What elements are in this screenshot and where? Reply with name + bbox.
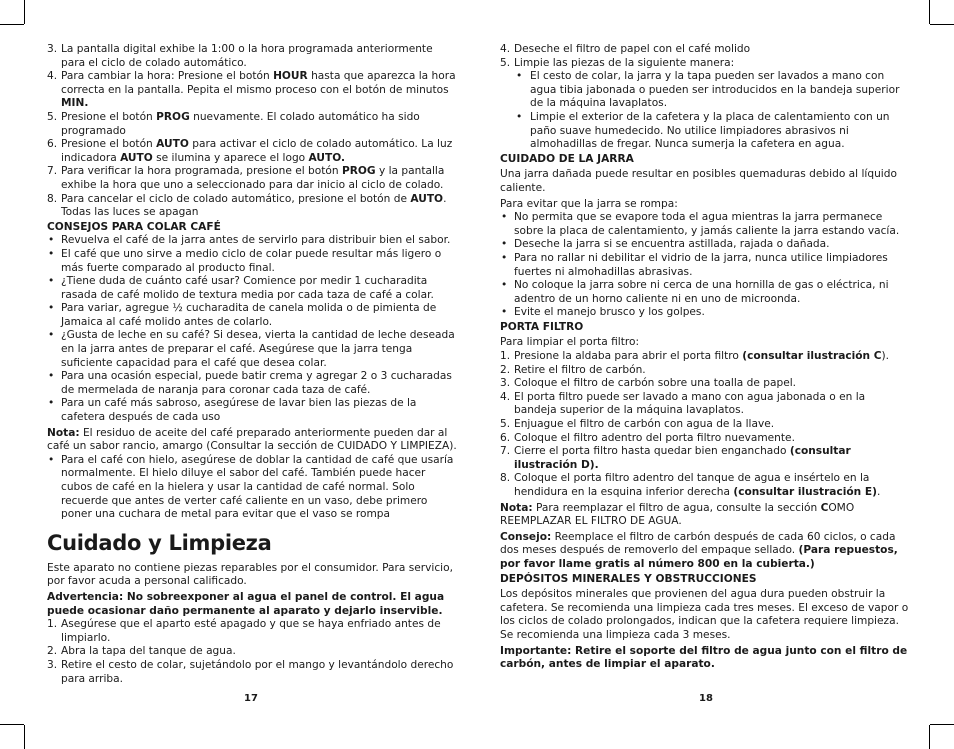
- text-run: Para variar, agregue ½ cucharadita de canela molida o de pimienta de Jamaica al café molido antes de colarlo.: [61, 302, 437, 328]
- text-run: No permita que se evapore toda el agua mientras la jarra permanece sobre la placa de calentamiento, y jamás caliente la jarra estando vacía.: [514, 211, 900, 237]
- text-run: El porta filtro puede ser lavado a mano con agua jabonada o en la bandeja superior de la máquina lavaplatos.: [514, 390, 866, 417]
- item-text: [514, 432, 910, 446]
- text-run: DEPÓSITOS MINERALES Y OBSTRUCCIONES: [500, 572, 757, 585]
- numbered-item: [500, 350, 910, 364]
- text-run: El café que uno sirve a medio ciclo de colar puede resultar más ligero o más fuerte comparado al producto final.: [61, 247, 442, 274]
- item-text: [514, 252, 910, 279]
- text-run: Evite el manejo brusco y los golpes.: [514, 306, 705, 319]
- bullet-icon: •: [501, 279, 508, 292]
- text-run: Limpie las piezas de la siguiente manera:: [514, 56, 735, 69]
- item-number: 3.: [500, 377, 511, 390]
- item-number: 5.: [500, 418, 511, 431]
- sub-bullet-item: [500, 70, 910, 111]
- item-text: [61, 454, 457, 522]
- item-text: [514, 211, 910, 238]
- item-number: 7.: [500, 445, 511, 458]
- item-text: [61, 111, 457, 138]
- text-run: Advertencia: No sobreexponer al agua el panel de control. El agua puede ocasionar daño permanente al aparato y dejarlo inservible.: [47, 590, 445, 617]
- text-run: PROG: [341, 165, 376, 178]
- numbered-item: [500, 364, 910, 378]
- crop-mark: [0, 24, 24, 25]
- text-run: Asegúrese que el aparto esté apagado y que se haya enfriado antes de limpiarlo.: [61, 618, 441, 644]
- numbered-item: [47, 43, 457, 70]
- crop-mark: [929, 725, 930, 749]
- numbered-item: [47, 193, 457, 220]
- item-text: [514, 418, 910, 432]
- text-run: Para el café con hielo, asegúrese de doblar la cantidad de café que usaría normalmente. El hielo diluye el sabor del café. También puede hacer cubos de café en la hielera y usar la cantidad de café normal. Solo recuerde que antes de verter café caliente en un vaso, debe primero poner una cuchara de metal para evitar que el vaso se rompa: [61, 453, 454, 521]
- text-run: Coloque el filtro de carbón sobre una toalla de papel.: [514, 377, 797, 390]
- text-run: Revuelva el café de la jarra antes de servirlo para distribuir bien el sabor.: [61, 234, 451, 247]
- bullet-item: [47, 275, 457, 302]
- paragraph: [500, 198, 910, 212]
- item-text: [61, 618, 457, 645]
- text-run: (Para repuestos, por favor llame gratis al número 800 en la cubierta.): [500, 544, 898, 570]
- text-run: Presione el botón: [61, 110, 157, 123]
- text-run: HOUR: [273, 70, 308, 83]
- bullet-item: [500, 211, 910, 238]
- numbered-item: [500, 391, 910, 418]
- text-run: Para cambiar la hora: Presione el botón: [61, 70, 274, 83]
- text-run: Limpie el exterior de la cafetera y la placa de calentamiento con un paño suave humedecido. No utilice limpiadores abrasivos ni almohadillas de fregar. Nunca sumerja la cafetera en agua.: [530, 110, 890, 151]
- text-run: AUTO.: [308, 151, 346, 164]
- text-run: El cesto de colar, la jarra y la tapa pueden ser lavados a mano con agua tibia jabonada o pueden ser introducidos en la bandeja superior de la máquina lavaplatos.: [530, 70, 900, 110]
- item-text: [61, 165, 457, 192]
- text-run: (consultar ilustración D).: [514, 445, 851, 471]
- page-number-right: 18: [699, 693, 713, 704]
- text-run: C: [820, 501, 829, 514]
- crop-mark: [930, 724, 954, 725]
- paragraph: [500, 168, 910, 195]
- bullet-icon: •: [48, 329, 55, 342]
- numbered-item: [500, 377, 910, 391]
- text-run: y la pantalla exhibe la hora que uno a seleccionado para dar inicio al ciclo de colado.: [61, 165, 445, 191]
- text-run: Este aparato no contiene piezas reparables por el consumidor. Para servicio, por favor acuda a personal calificado.: [47, 561, 453, 588]
- numbered-item: [500, 57, 910, 71]
- paragraph: [500, 502, 910, 529]
- text-run: se ilumina y aparece el logo: [152, 151, 309, 164]
- item-text: [514, 238, 910, 252]
- item-text: [514, 57, 910, 71]
- right-page-column: [500, 43, 910, 672]
- text-run: Cierre el porta filtro hasta quedar bien enganchado: [514, 445, 790, 458]
- item-text: [61, 138, 457, 165]
- text-run: Presione el botón: [61, 138, 157, 151]
- text-run: hasta que aparezca la hora correcta en la pantalla. Pepita el mismo proceso con el botón de minutos: [61, 70, 456, 96]
- bullet-icon: •: [48, 247, 55, 260]
- text-run: CONSEJOS PARA COLAR CAFÉ: [47, 220, 221, 233]
- item-text: [514, 391, 910, 418]
- item-number: 1.: [500, 350, 511, 363]
- bullet-item: [47, 329, 457, 370]
- sub-bullet-item: [500, 111, 910, 152]
- item-number: 5.: [47, 110, 58, 123]
- text-run: OMO REEMPLAZAR EL FILTRO DE AGUA.: [500, 501, 855, 528]
- text-run: Reemplace el filtro de carbón después de cada 60 ciclos, o cada dos meses después de removerlo del empaque sellado.: [500, 530, 896, 557]
- section-heading: [47, 221, 457, 235]
- section-heading: [500, 153, 910, 167]
- item-number: 5.: [500, 56, 511, 69]
- numbered-item: [47, 659, 457, 686]
- bullet-item: [47, 397, 457, 424]
- page-number-left: 17: [244, 693, 258, 704]
- text-run: Para reemplazar el filtro de agua, consulte la sección: [532, 501, 821, 514]
- text-run: Para un café más sabroso, asegúrese de lavar bien las piezas de la cafetera después de cada uso: [61, 397, 417, 424]
- text-run: Cuidado y Limpieza: [47, 530, 272, 555]
- item-text: [61, 302, 457, 329]
- paragraph: [500, 531, 910, 572]
- bullet-item: [47, 454, 457, 522]
- text-run: Para no rallar ni debilitar el vidrio de la jarra, nunca utilice limpiadores fuertes ni almohadillas abrasivas.: [514, 251, 888, 278]
- item-number: 4.: [500, 390, 511, 403]
- text-run: Deseche el filtro de papel con el café molido: [514, 43, 751, 55]
- crop-mark: [24, 0, 25, 24]
- text-run: La pantalla digital exhibe la 1:00 o la hora programada anteriormente para el ciclo de colado automático.: [61, 43, 433, 69]
- text-run: . Todas las luces se apagan: [61, 192, 447, 219]
- text-run: Retire el filtro de carbón.: [514, 363, 646, 376]
- item-text: [514, 279, 910, 306]
- numbered-item: [500, 43, 910, 57]
- text-run: AUTO: [410, 192, 444, 205]
- crop-mark: [930, 24, 954, 25]
- text-run: Para evitar que la jarra se rompa:: [500, 197, 678, 210]
- section-heading: [500, 321, 910, 335]
- item-text: [61, 248, 457, 275]
- item-number: 7.: [47, 165, 58, 178]
- text-run: ¿Tiene duda de cuánto café usar? Comience por medir 1 cucharadita rasada de café molido de textura media por cada taza de café a colar.: [61, 275, 434, 301]
- paragraph: [500, 588, 910, 642]
- item-number: 1.: [47, 618, 58, 631]
- numbered-item: [500, 418, 910, 432]
- item-number: 4.: [47, 70, 58, 83]
- bullet-item: [47, 234, 457, 248]
- text-run: El residuo de aceite del café preparado anteriormente pueden dar al café un sabor rancio, amargo (Consultar la sección de CUIDADO Y LIMPIEZA).: [47, 426, 457, 453]
- paragraph: [47, 562, 457, 589]
- paragraph: [47, 427, 457, 454]
- item-text: [61, 193, 457, 220]
- text-run: Para una ocasión especial, puede batir crema y agregar 2 o 3 cucharadas de mermelada de naranja para coronar cada taza de café.: [61, 370, 452, 396]
- item-text: [61, 43, 457, 70]
- bullet-icon: •: [48, 302, 55, 315]
- bullet-item: [500, 252, 910, 279]
- numbered-item: [47, 138, 457, 165]
- item-text: [61, 275, 457, 302]
- text-run: Coloque el porta filtro adentro del tanque de agua e insértelo en la hendidura en la esquina inferior derecha: [514, 472, 870, 498]
- bullet-icon: •: [501, 251, 508, 264]
- item-text: [61, 397, 457, 424]
- text-run: AUTO: [120, 151, 153, 164]
- text-run: Presione la aldaba para abrir el porta filtro: [514, 350, 743, 363]
- paragraph: [500, 645, 910, 672]
- page-heading: [47, 530, 457, 556]
- text-run: Para limpiar el porta filtro:: [500, 336, 640, 349]
- text-run: PROG: [156, 110, 190, 123]
- item-number: 2.: [500, 363, 511, 376]
- item-number: 3.: [47, 658, 58, 671]
- left-page-column: [47, 43, 457, 686]
- crop-mark: [24, 725, 25, 749]
- text-run: nuevamente. El colado automático ha sido programado: [61, 110, 420, 137]
- bullet-icon: •: [48, 275, 55, 288]
- text-run: MIN.: [61, 97, 89, 110]
- item-text: [514, 364, 910, 378]
- bullet-item: [500, 279, 910, 306]
- bullet-icon: •: [516, 110, 523, 123]
- text-run: Coloque el filtro adentro del porta filtro nuevamente.: [514, 431, 795, 444]
- bullet-icon: •: [48, 453, 55, 466]
- item-number: 8.: [500, 472, 511, 485]
- numbered-item: [47, 645, 457, 659]
- text-run: Deseche la jarra si se encuentra astillada, rajada o dañada.: [514, 238, 830, 251]
- bullet-icon: •: [501, 238, 508, 251]
- text-run: Abra la tapa del tanque de agua.: [61, 645, 236, 658]
- item-text: [61, 370, 457, 397]
- text-run: ).: [881, 350, 890, 363]
- bullet-item: [47, 370, 457, 397]
- text-run: PORTA FILTRO: [500, 320, 584, 333]
- text-run: Para cancelar el ciclo de colado automático, presione el botón de: [61, 192, 411, 205]
- numbered-item: [500, 445, 910, 472]
- bullet-icon: •: [48, 370, 55, 383]
- numbered-item: [500, 472, 910, 499]
- text-run: Los depósitos minerales que provienen del agua dura pueden obstruir la cafetera. Se recomienda una limpieza cada tres meses. El exceso de vapor o los ciclos de colado prolongados, indican que la cafetera requiere limpieza. Se recomienda una limpieza cada 3 meses.: [500, 588, 909, 641]
- text-run: Nota:: [47, 426, 80, 439]
- item-number: 6.: [500, 431, 511, 444]
- item-text: [61, 329, 457, 370]
- item-text: [61, 70, 457, 111]
- item-text: [514, 306, 910, 320]
- bullet-item: [47, 248, 457, 275]
- bullet-item: [500, 306, 910, 320]
- section-heading: [500, 573, 910, 587]
- item-text: [61, 645, 457, 659]
- text-run: ¿Gusta de leche en su café? Si desea, vierta la cantidad de leche deseada en la jarra antes de preparar el café. Asegúrese que la jarra tenga suficiente capacidad para el café que desea colar.: [61, 329, 455, 369]
- numbered-item: [47, 111, 457, 138]
- numbered-item: [47, 165, 457, 192]
- bullet-icon: •: [501, 211, 508, 224]
- numbered-item: [47, 618, 457, 645]
- bullet-icon: •: [501, 306, 508, 319]
- text-run: Una jarra dañada puede resultar en posibles quemaduras debido al líquido caliente.: [500, 168, 897, 194]
- item-text: [514, 445, 910, 472]
- item-text: [61, 659, 457, 686]
- paragraph: [500, 336, 910, 350]
- item-text: [514, 43, 910, 57]
- text-run: Retire el cesto de colar, sujetándolo por el mango y levantándolo derecho para arriba.: [61, 658, 454, 685]
- item-text: [61, 234, 457, 248]
- text-run: (consultar ilustración C: [742, 350, 882, 363]
- item-number: 8.: [47, 192, 58, 205]
- item-text: [514, 350, 910, 364]
- text-run: .: [876, 486, 881, 498]
- bullet-icon: •: [48, 397, 55, 410]
- item-number: 4.: [500, 43, 511, 55]
- crop-mark: [0, 724, 24, 725]
- text-run: Importante: Retire el soporte del filtro de agua junto con el filtro de carbón, antes de limpiar el aparato.: [500, 644, 908, 671]
- numbered-item: [500, 432, 910, 446]
- crop-mark: [929, 0, 930, 24]
- item-text: [514, 472, 910, 499]
- text-run: Enjuague el filtro de carbón con agua de la llave.: [514, 418, 775, 431]
- bullet-item: [47, 302, 457, 329]
- text-run: para activar el ciclo de colado automático. La luz indicadora: [61, 138, 453, 164]
- item-number: 3.: [47, 43, 58, 55]
- item-text: [530, 70, 910, 111]
- item-number: 2.: [47, 645, 58, 658]
- bullet-icon: •: [516, 70, 523, 83]
- text-run: No coloque la jarra sobre ni cerca de una hornilla de gas o eléctrica, ni adentro de un horno caliente ni en uno de microonda.: [514, 279, 889, 305]
- item-number: 6.: [47, 138, 58, 151]
- text-run: Consejo:: [500, 530, 552, 543]
- item-text: [514, 377, 910, 391]
- text-run: Para verificar la hora programada, presione el botón: [61, 165, 342, 178]
- bullet-icon: •: [48, 234, 55, 247]
- text-run: CUIDADO DE LA JARRA: [500, 152, 634, 165]
- bullet-item: [500, 238, 910, 252]
- numbered-item: [47, 70, 457, 111]
- text-run: Nota:: [500, 501, 533, 514]
- text-run: AUTO: [156, 138, 189, 151]
- item-text: [530, 111, 910, 152]
- paragraph: [47, 591, 457, 618]
- text-run: (consultar ilustración E): [733, 486, 877, 498]
